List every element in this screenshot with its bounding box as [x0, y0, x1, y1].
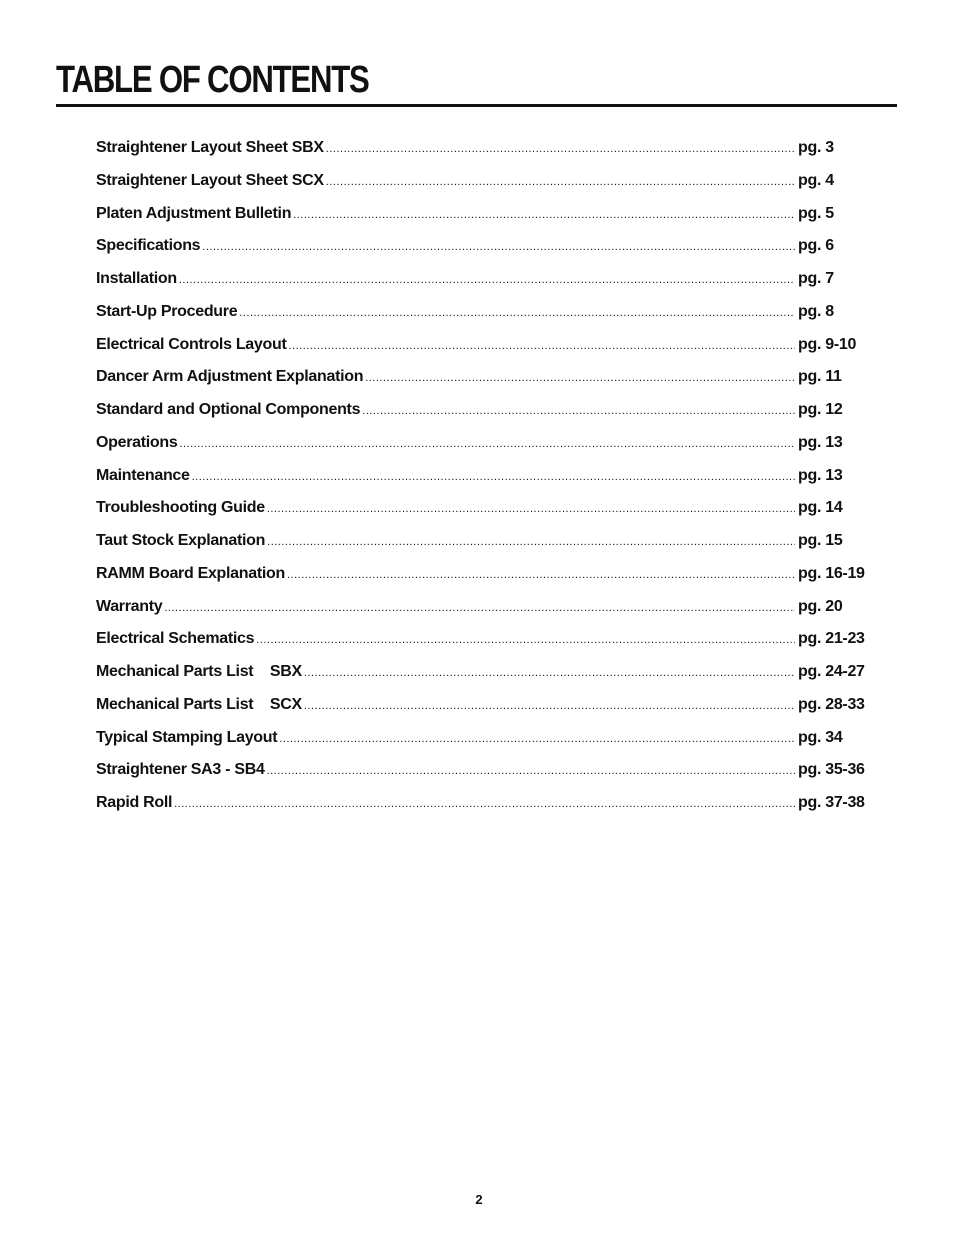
dot-leader [304, 667, 795, 679]
toc-entry[interactable] [96, 205, 866, 238]
dot-leader [365, 372, 795, 384]
toc-entry-title: Warranty [96, 597, 163, 615]
toc-entry[interactable] [96, 401, 866, 434]
toc-entry[interactable] [96, 499, 866, 532]
toc-entry[interactable] [96, 237, 866, 270]
toc-entry-title: Specifications [96, 237, 201, 255]
toc-entry-title: Electrical Schematics [96, 630, 255, 648]
toc-entry-page: pg. 20 [798, 597, 843, 615]
toc-entry[interactable] [96, 696, 866, 729]
dot-leader [202, 241, 795, 253]
dot-leader [179, 438, 795, 450]
toc-entry-page: pg. 37-38 [798, 794, 865, 811]
dot-leader [293, 209, 795, 221]
toc-entry-title: Rapid Roll [96, 794, 173, 811]
toc-entry-title: Mechanical Parts List SCX [96, 695, 302, 713]
toc-entry-page: pg. 24-27 [798, 663, 865, 680]
dot-leader [362, 405, 795, 417]
dot-leader [304, 700, 795, 712]
toc-entry[interactable] [96, 729, 866, 762]
toc-entry-page: pg. 9-10 [798, 335, 857, 353]
toc-entry[interactable] [96, 368, 866, 401]
toc-entry[interactable] [96, 336, 866, 369]
dot-leader [256, 634, 795, 646]
toc-entry[interactable] [96, 467, 866, 500]
toc-entry-page: pg. 5 [798, 204, 834, 222]
dot-leader [239, 307, 795, 319]
toc-entry[interactable] [96, 532, 866, 565]
toc-entry-page: pg. 13 [798, 433, 843, 451]
toc-entry-page: pg. 12 [798, 401, 843, 418]
toc-entry[interactable] [96, 172, 866, 205]
toc-entry-page: pg. 4 [798, 171, 834, 189]
toc-entry-page: pg. 15 [798, 532, 843, 549]
toc-entry-title: Troubleshooting Guide [96, 499, 265, 517]
dot-leader [279, 733, 795, 745]
page-number: 2 [475, 1192, 483, 1207]
toc-entry[interactable] [96, 139, 866, 172]
dot-leader [288, 340, 795, 352]
title-divider [56, 104, 897, 107]
toc-entry-title: Straightener Layout Sheet SCX [96, 171, 324, 189]
toc-entry[interactable] [96, 565, 866, 598]
dot-leader [326, 143, 795, 155]
toc-entry-page: pg. 6 [798, 237, 834, 255]
dot-leader [326, 176, 795, 188]
dot-leader [164, 602, 795, 614]
toc-entry[interactable] [96, 434, 866, 467]
page-title: TABLE OF CONTENTS [56, 59, 369, 101]
dot-leader [267, 536, 795, 548]
toc-entry-title: Straightener SA3 - SB4 [96, 761, 265, 779]
toc-entry-title: Operations [96, 433, 178, 451]
dot-leader [174, 798, 795, 810]
toc-entry-page: pg. 8 [798, 302, 834, 320]
toc-entry-page: pg. 3 [798, 139, 834, 156]
dot-leader [192, 471, 795, 483]
toc-entry[interactable] [96, 303, 866, 336]
toc-entry-title: Straightener Layout Sheet SBX [96, 139, 324, 156]
toc-entry-title: RAMM Board Explanation [96, 564, 285, 582]
toc-entry[interactable] [96, 598, 866, 631]
table-of-contents [96, 139, 866, 827]
toc-entry[interactable] [96, 761, 866, 794]
dot-leader [267, 765, 795, 777]
toc-entry-title: Maintenance [96, 466, 190, 484]
toc-entry-page: pg. 16-19 [798, 564, 865, 582]
toc-entry[interactable] [96, 794, 866, 827]
toc-entry-title: Dancer Arm Adjustment Explanation [96, 368, 364, 386]
toc-entry[interactable] [96, 663, 866, 696]
dot-leader [287, 569, 795, 581]
toc-entry-title: Electrical Controls Layout [96, 335, 287, 353]
toc-entry-page: pg. 11 [798, 368, 842, 386]
toc-entry-title: Taut Stock Explanation [96, 532, 266, 549]
toc-entry-page: pg. 35-36 [798, 761, 865, 779]
toc-entry-title: Installation [96, 270, 177, 287]
toc-entry-title: Standard and Optional Components [96, 401, 361, 418]
toc-entry-page: pg. 14 [798, 499, 843, 517]
toc-entry-title: Start-Up Procedure [96, 302, 238, 320]
dot-leader [267, 503, 795, 515]
toc-entry-page: pg. 21-23 [798, 630, 865, 648]
toc-entry[interactable] [96, 270, 866, 303]
toc-entry-title: Typical Stamping Layout [96, 728, 278, 746]
toc-entry-page: pg. 34 [798, 728, 843, 746]
toc-entry-page: pg. 7 [798, 270, 834, 287]
toc-entry[interactable] [96, 630, 866, 663]
toc-entry-title: Platen Adjustment Bulletin [96, 204, 292, 222]
toc-entry-page: pg. 13 [798, 466, 843, 484]
toc-entry-page: pg. 28-33 [798, 695, 865, 713]
dot-leader [179, 274, 795, 286]
toc-entry-title: Mechanical Parts List SBX [96, 663, 302, 680]
